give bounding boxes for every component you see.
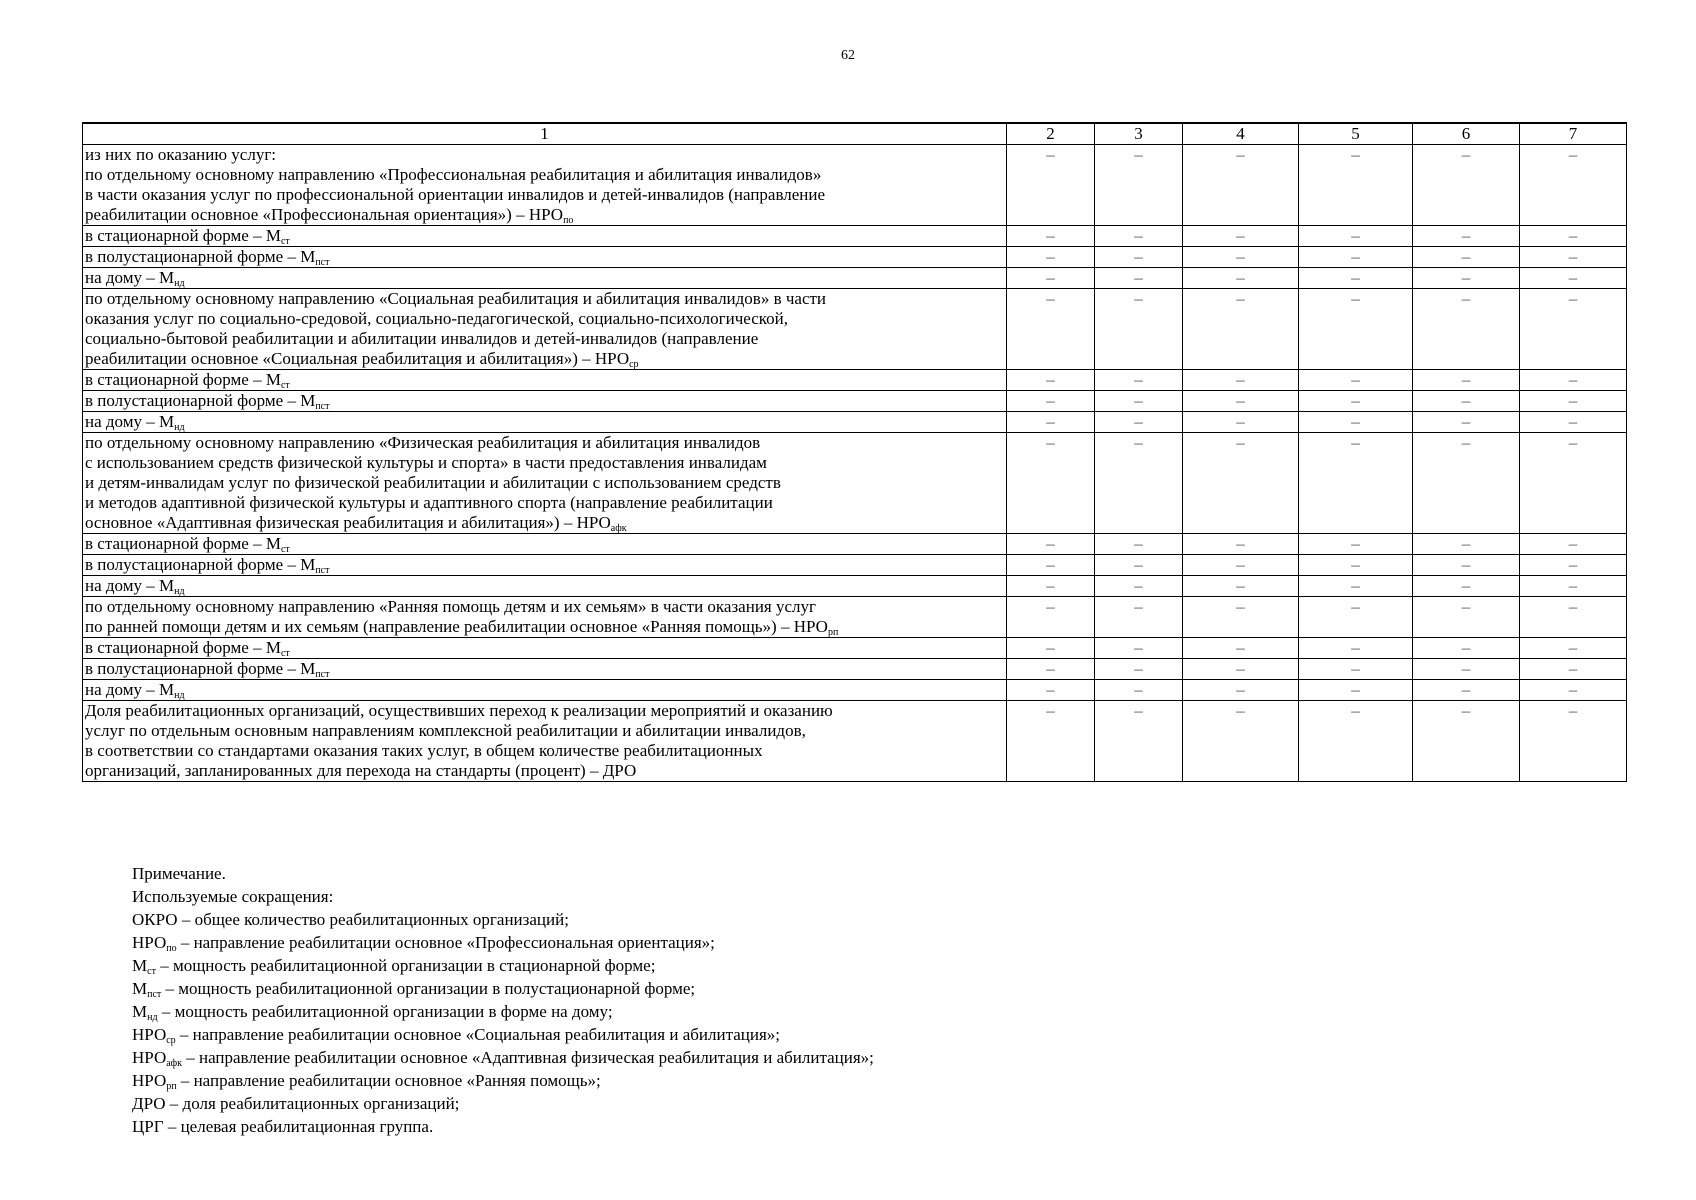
value-cell: –: [1520, 412, 1627, 433]
value-cell: –: [1183, 412, 1299, 433]
row-label-line: [85, 309, 1004, 329]
table-row: [83, 370, 1627, 391]
notes-title: Примечание.: [132, 864, 226, 883]
abbreviation-definition: – направление реабилитации основное «Социальная реабилитация и абилитация»;: [175, 1025, 780, 1044]
value-cell: –: [1183, 534, 1299, 555]
row-label-text: основное «Адаптивная физическая реабилитация и абилитация») – НРО: [85, 513, 611, 532]
row-label-cell: [83, 145, 1007, 226]
column-header: 6: [1413, 123, 1520, 145]
value-cell: –: [1007, 638, 1095, 659]
row-label-line: [85, 247, 1004, 267]
value-cell: –: [1413, 555, 1520, 576]
table-header-row: [83, 123, 1627, 145]
row-label-line: [85, 205, 1004, 225]
value-cell: –: [1095, 534, 1183, 555]
row-label-cell: [83, 247, 1007, 268]
abbreviation-item: [132, 1023, 874, 1046]
value-cell: –: [1520, 597, 1627, 638]
subscript: по: [166, 943, 177, 954]
row-label-text: по отдельному основному направлению «Физическая реабилитация и абилитация инвалидов: [85, 433, 761, 452]
table-row: [83, 576, 1627, 597]
row-label-text: в полустационарной форме – М: [85, 391, 316, 410]
abbreviation-list: [132, 908, 874, 1138]
value-cell: –: [1007, 289, 1095, 370]
value-cell: –: [1095, 412, 1183, 433]
value-cell: –: [1520, 289, 1627, 370]
row-label-line: [85, 617, 1004, 637]
notes-subtitle: Используемые сокращения:: [132, 887, 334, 906]
abbreviation-definition: – мощность реабилитационной организации в стационарной форме;: [155, 956, 656, 975]
value-cell: –: [1095, 433, 1183, 534]
value-cell: –: [1183, 433, 1299, 534]
column-header: 1: [83, 123, 1007, 145]
table-row: [83, 597, 1627, 638]
row-label-line: [85, 534, 1004, 554]
row-label-text: реабилитации основное «Профессиональная ориентация») – НРО: [85, 205, 564, 224]
value-cell: –: [1095, 370, 1183, 391]
row-label-text: в полустационарной форме – М: [85, 659, 316, 678]
value-cell: –: [1299, 534, 1413, 555]
row-label-line: [85, 741, 1004, 761]
value-cell: –: [1299, 226, 1413, 247]
column-header: 2: [1007, 123, 1095, 145]
value-cell: –: [1299, 145, 1413, 226]
value-cell: –: [1183, 145, 1299, 226]
table-row: [83, 534, 1627, 555]
subscript: ст: [147, 966, 156, 977]
subscript: ст: [280, 544, 290, 555]
row-label-text: по ранней помощи детям и их семьям (направление реабилитации основное «Ранняя помощь») – НРО: [85, 617, 828, 636]
row-label-text: реабилитации основное «Социальная реабилитация и абилитация») – НРО: [85, 349, 630, 368]
value-cell: –: [1299, 433, 1413, 534]
value-cell: –: [1007, 268, 1095, 289]
value-cell: –: [1520, 226, 1627, 247]
row-label-text: с использованием средств физической культуры и спорта» в части предоставления инвалидам: [85, 453, 767, 472]
row-label-line: [85, 391, 1004, 411]
value-cell: –: [1183, 555, 1299, 576]
value-cell: –: [1413, 433, 1520, 534]
abbreviation-definition: – мощность реабилитационной организации в форме на дому;: [157, 1002, 613, 1021]
value-cell: –: [1520, 370, 1627, 391]
row-label-line: [85, 576, 1004, 596]
column-header: 4: [1183, 123, 1299, 145]
value-cell: –: [1095, 226, 1183, 247]
value-cell: –: [1007, 226, 1095, 247]
table-row: [83, 680, 1627, 701]
row-label-cell: [83, 226, 1007, 247]
row-label-line: [85, 761, 1004, 781]
row-label-text: из них по оказанию услуг:: [85, 145, 277, 164]
subscript: нд: [147, 1012, 158, 1023]
row-label-cell: [83, 555, 1007, 576]
row-label-cell: [83, 680, 1007, 701]
value-cell: –: [1183, 226, 1299, 247]
value-cell: –: [1183, 370, 1299, 391]
subscript: пст: [315, 401, 330, 412]
abbreviation-definition: – мощность реабилитационной организации в полустационарной форме;: [161, 979, 696, 998]
subscript: афк: [166, 1058, 182, 1069]
value-cell: –: [1299, 555, 1413, 576]
value-cell: –: [1007, 701, 1095, 782]
row-label-cell: [83, 597, 1007, 638]
abbreviation-term: НРО: [132, 1071, 167, 1090]
value-cell: –: [1520, 680, 1627, 701]
abbreviation-term: ЦРГ: [132, 1117, 164, 1136]
table-row: [83, 659, 1627, 680]
value-cell: –: [1520, 247, 1627, 268]
abbreviation-item: [132, 1069, 874, 1092]
value-cell: –: [1299, 701, 1413, 782]
row-label-line: [85, 329, 1004, 349]
subscript: афк: [610, 523, 627, 534]
row-label-line: [85, 473, 1004, 493]
row-label-line: [85, 453, 1004, 473]
row-label-line: [85, 659, 1004, 679]
abbreviation-term: НРО: [132, 1025, 167, 1044]
row-label-text: по отдельному основному направлению «Социальная реабилитация и абилитация инвалидов» в части: [85, 289, 827, 308]
row-label-line: [85, 680, 1004, 700]
row-label-text: по отдельному основному направлению «Профессиональная реабилитация и абилитация инвалидов»: [85, 165, 822, 184]
row-label-text: в полустационарной форме – М: [85, 555, 316, 574]
row-label-line: [85, 555, 1004, 575]
value-cell: –: [1520, 638, 1627, 659]
subscript: нд: [174, 278, 185, 289]
value-cell: –: [1413, 268, 1520, 289]
row-label-text: и методов адаптивной физической культуры и адаптивного спорта (направление реабилитации: [85, 493, 773, 512]
column-header: 3: [1095, 123, 1183, 145]
subscript: рп: [166, 1081, 177, 1092]
value-cell: –: [1299, 247, 1413, 268]
abbreviation-item: [132, 1046, 874, 1069]
subscript: рп: [827, 627, 839, 638]
value-cell: –: [1520, 659, 1627, 680]
value-cell: –: [1413, 638, 1520, 659]
value-cell: –: [1095, 391, 1183, 412]
row-label-cell: [83, 289, 1007, 370]
row-label-line: [85, 701, 1004, 721]
page-number: 62: [841, 48, 855, 63]
row-label-cell: [83, 412, 1007, 433]
abbreviation-term: М: [132, 956, 148, 975]
table-row: [83, 226, 1627, 247]
abbreviation-item: [132, 954, 874, 977]
row-label-text: Доля реабилитационных организаций, осуществивших переход к реализации мероприятий и оказанию: [85, 701, 833, 720]
row-label-text: в стационарной форме – М: [85, 226, 281, 245]
abbreviation-definition: – направление реабилитации основное «Профессиональная ориентация»;: [176, 933, 715, 952]
value-cell: –: [1183, 247, 1299, 268]
table-row: [83, 391, 1627, 412]
value-cell: –: [1413, 289, 1520, 370]
row-label-text: в части оказания услуг по профессиональной ориентации инвалидов и детей-инвалидов (направление: [85, 185, 826, 204]
value-cell: –: [1520, 534, 1627, 555]
value-cell: –: [1299, 576, 1413, 597]
row-label-line: [85, 268, 1004, 288]
row-label-line: [85, 185, 1004, 205]
row-label-cell: [83, 701, 1007, 782]
abbreviation-item: [132, 1115, 874, 1138]
abbreviation-item: [132, 908, 874, 931]
row-label-text: на дому – М: [85, 576, 175, 595]
row-label-cell: [83, 534, 1007, 555]
subscript: ср: [629, 359, 639, 370]
abbreviation-item: [132, 931, 874, 954]
notes-section: [132, 862, 874, 1138]
table-row: [83, 638, 1627, 659]
value-cell: –: [1007, 659, 1095, 680]
subscript: пст: [147, 989, 162, 1000]
row-label-text: в соответствии со стандартами оказания таких услуг, в общем количестве реабилитационных: [85, 741, 763, 760]
row-label-text: в стационарной форме – М: [85, 638, 281, 657]
value-cell: –: [1095, 638, 1183, 659]
abbreviation-definition: – доля реабилитационных организаций;: [165, 1094, 460, 1113]
row-label-line: [85, 370, 1004, 390]
value-cell: –: [1520, 433, 1627, 534]
abbreviation-definition: – направление реабилитации основное «Ранняя помощь»;: [176, 1071, 601, 1090]
value-cell: –: [1299, 638, 1413, 659]
value-cell: –: [1095, 247, 1183, 268]
row-label-text: на дому – М: [85, 268, 175, 287]
value-cell: –: [1520, 268, 1627, 289]
row-label-line: [85, 226, 1004, 246]
indicators-table: [82, 122, 1627, 782]
row-label-text: в стационарной форме – М: [85, 370, 281, 389]
row-label-text: социально-бытовой реабилитации и абилитации инвалидов и детей-инвалидов (направление: [85, 329, 759, 348]
row-label-line: [85, 349, 1004, 369]
value-cell: –: [1299, 370, 1413, 391]
row-label-text: и детям-инвалидам услуг по физической реабилитации и абилитации с использованием средств: [85, 473, 781, 492]
column-header: 7: [1520, 123, 1627, 145]
row-label-text: оказания услуг по социально-средовой, социально-педагогической, социально-психологической,: [85, 309, 789, 328]
subscript: нд: [174, 586, 185, 597]
table-row: [83, 412, 1627, 433]
subscript: пст: [315, 669, 330, 680]
value-cell: –: [1183, 576, 1299, 597]
row-label-line: [85, 721, 1004, 741]
abbreviation-term: М: [132, 979, 148, 998]
value-cell: –: [1095, 555, 1183, 576]
value-cell: –: [1413, 226, 1520, 247]
value-cell: –: [1183, 597, 1299, 638]
value-cell: –: [1413, 370, 1520, 391]
value-cell: –: [1183, 638, 1299, 659]
table-row: [83, 268, 1627, 289]
value-cell: –: [1183, 680, 1299, 701]
value-cell: –: [1299, 268, 1413, 289]
row-label-cell: [83, 576, 1007, 597]
subscript: ср: [166, 1035, 176, 1046]
row-label-line: [85, 597, 1004, 617]
value-cell: –: [1413, 680, 1520, 701]
row-label-cell: [83, 370, 1007, 391]
row-label-line: [85, 165, 1004, 185]
value-cell: –: [1299, 597, 1413, 638]
row-label-line: [85, 513, 1004, 533]
value-cell: –: [1413, 412, 1520, 433]
value-cell: –: [1520, 145, 1627, 226]
value-cell: –: [1520, 576, 1627, 597]
table-row: [83, 701, 1627, 782]
value-cell: –: [1095, 597, 1183, 638]
value-cell: –: [1095, 659, 1183, 680]
table-row: [83, 555, 1627, 576]
value-cell: –: [1007, 433, 1095, 534]
value-cell: –: [1095, 680, 1183, 701]
value-cell: –: [1007, 576, 1095, 597]
abbreviation-item: [132, 1092, 874, 1115]
subscript: ст: [280, 380, 290, 391]
table-row: [83, 145, 1627, 226]
row-label-cell: [83, 638, 1007, 659]
row-label-text: услуг по отдельным основным направлениям комплексной реабилитации и абилитации инвалидов,: [85, 721, 806, 740]
row-label-cell: [83, 268, 1007, 289]
row-label-text: на дому – М: [85, 412, 175, 431]
value-cell: –: [1095, 145, 1183, 226]
row-label-text: организаций, запланированных для перехода на стандарты (процент) – ДРО: [85, 761, 637, 780]
row-label-line: [85, 145, 1004, 165]
value-cell: –: [1007, 555, 1095, 576]
abbreviation-definition: – целевая реабилитационная группа.: [163, 1117, 434, 1136]
row-label-cell: [83, 433, 1007, 534]
value-cell: –: [1520, 555, 1627, 576]
abbreviation-term: НРО: [132, 933, 167, 952]
value-cell: –: [1095, 289, 1183, 370]
row-label-cell: [83, 391, 1007, 412]
value-cell: –: [1183, 391, 1299, 412]
value-cell: –: [1520, 391, 1627, 412]
abbreviation-definition: – направление реабилитации основное «Адаптивная физическая реабилитация и абилитация»;: [182, 1048, 874, 1067]
row-label-text: в стационарной форме – М: [85, 534, 281, 553]
abbreviation-term: НРО: [132, 1048, 167, 1067]
value-cell: –: [1183, 289, 1299, 370]
value-cell: –: [1007, 145, 1095, 226]
subscript: нд: [174, 422, 185, 433]
value-cell: –: [1299, 391, 1413, 412]
row-label-line: [85, 412, 1004, 432]
value-cell: –: [1413, 701, 1520, 782]
value-cell: –: [1007, 391, 1095, 412]
value-cell: –: [1095, 268, 1183, 289]
value-cell: –: [1183, 268, 1299, 289]
row-label-text: по отдельному основному направлению «Ранняя помощь детям и их семьям» в части оказания услуг: [85, 597, 816, 616]
subscript: пст: [315, 257, 330, 268]
value-cell: –: [1007, 412, 1095, 433]
abbreviation-item: [132, 977, 874, 1000]
row-label-line: [85, 289, 1004, 309]
subscript: ст: [280, 236, 290, 247]
value-cell: –: [1413, 145, 1520, 226]
value-cell: –: [1299, 680, 1413, 701]
subscript: пст: [315, 565, 330, 576]
value-cell: –: [1413, 659, 1520, 680]
row-label-line: [85, 493, 1004, 513]
value-cell: –: [1183, 701, 1299, 782]
column-header: 5: [1299, 123, 1413, 145]
value-cell: –: [1183, 659, 1299, 680]
row-label-cell: [83, 659, 1007, 680]
value-cell: –: [1520, 701, 1627, 782]
row-label-text: на дому – М: [85, 680, 175, 699]
abbreviation-term: ОКРО: [132, 910, 178, 929]
value-cell: –: [1299, 289, 1413, 370]
row-label-line: [85, 433, 1004, 453]
abbreviation-definition: – общее количество реабилитационных организаций;: [177, 910, 569, 929]
subscript: по: [563, 215, 574, 226]
value-cell: –: [1007, 597, 1095, 638]
value-cell: –: [1413, 534, 1520, 555]
row-label-line: [85, 638, 1004, 658]
value-cell: –: [1413, 576, 1520, 597]
value-cell: –: [1095, 576, 1183, 597]
value-cell: –: [1299, 412, 1413, 433]
value-cell: –: [1095, 701, 1183, 782]
subscript: ст: [280, 648, 290, 659]
value-cell: –: [1299, 659, 1413, 680]
table-body: [83, 123, 1627, 782]
value-cell: –: [1007, 247, 1095, 268]
abbreviation-item: [132, 1000, 874, 1023]
value-cell: –: [1007, 370, 1095, 391]
value-cell: –: [1413, 391, 1520, 412]
abbreviation-term: ДРО: [132, 1094, 166, 1113]
value-cell: –: [1007, 534, 1095, 555]
table-row: [83, 433, 1627, 534]
value-cell: –: [1413, 247, 1520, 268]
table-row: [83, 289, 1627, 370]
subscript: нд: [174, 690, 185, 701]
value-cell: –: [1413, 597, 1520, 638]
abbreviation-term: М: [132, 1002, 148, 1021]
table-row: [83, 247, 1627, 268]
value-cell: –: [1007, 680, 1095, 701]
row-label-text: в полустационарной форме – М: [85, 247, 316, 266]
